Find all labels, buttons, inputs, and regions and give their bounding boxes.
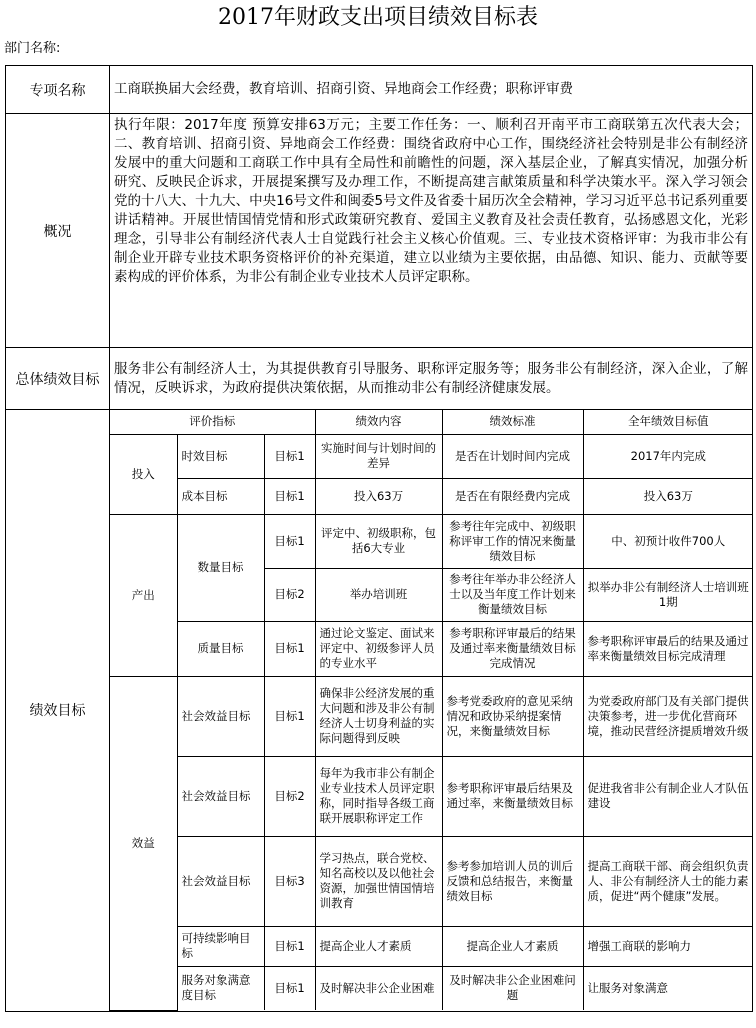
- sub-indicator: 质量目标: [177, 621, 264, 676]
- performance-content: 确保非公经济发展的重大问题和涉及非公有制经济人士切身利益的实际问题得到反映: [315, 676, 442, 756]
- target-label: 目标1: [264, 676, 315, 756]
- sub-indicator: 社会效益目标: [177, 676, 264, 756]
- performance-standard: 及时解决非公企业困难问题: [442, 966, 583, 1010]
- overview-label: 概况: [6, 114, 110, 348]
- performance-content: 通过论文鉴定、面试来评定中、初级参评人员的专业水平: [315, 621, 442, 676]
- table-row: [110, 514, 753, 568]
- table-row: [110, 836, 753, 926]
- performance-content: 举办培训班: [315, 568, 442, 621]
- target-label: 目标1: [264, 926, 315, 966]
- annual-target: 参考职称评审最后的结果及通过率来衡量绩效目标完成清理: [583, 621, 753, 676]
- header-indicator: 评价指标: [110, 410, 315, 434]
- performance-standard: 是否在计划时间内完成: [442, 434, 583, 478]
- project-name-value: 工商联换届大会经费，教育培训、招商引资、异地商会工作经费；职称评审费: [110, 66, 753, 114]
- table-row: [110, 621, 753, 676]
- page-title: 2017年财政支出项目绩效目标表: [218, 5, 538, 30]
- header-content: 绩效内容: [315, 410, 442, 434]
- annual-target: 拟举办非公有制经济人士培训班1期: [583, 568, 753, 621]
- sub-indicator: 时效目标: [177, 434, 264, 478]
- goals-label: 绩效目标: [6, 410, 110, 1012]
- performance-standard: 参考职称评审最后的结果及通过率来衡量绩效目标完成情况: [442, 621, 583, 676]
- sub-indicator: 数量目标: [177, 514, 264, 621]
- annual-target: 增强工商联的影响力: [583, 926, 753, 966]
- target-label: 目标2: [264, 756, 315, 836]
- target-label: 目标1: [264, 621, 315, 676]
- performance-standard: 参考往年举办非公经济人士以及当年度工作计划来衡量绩效目标: [442, 568, 583, 621]
- annual-target: 促进我省非公有制企业人才队伍建设: [583, 756, 753, 836]
- performance-standard: 是否在有限经费内完成: [442, 478, 583, 514]
- target-label: 目标1: [264, 434, 315, 478]
- annual-target: 让服务对象满意: [583, 966, 753, 1010]
- target-label: 目标1: [264, 514, 315, 568]
- performance-table: [5, 65, 753, 1012]
- category-output: 产出: [110, 514, 177, 676]
- performance-standard: 参考往年完成中、初级职称评审工作的情况来衡量绩效目标: [442, 514, 583, 568]
- performance-content: 投入63万: [315, 478, 442, 514]
- category-effect: 效益: [110, 676, 177, 1010]
- performance-content: 评定中、初级职称，包括6大专业: [315, 514, 442, 568]
- header-annual: 全年绩效目标值: [583, 410, 753, 434]
- target-label: 目标1: [264, 478, 315, 514]
- sub-indicator: 服务对象满意度目标: [177, 966, 264, 1010]
- performance-content: 学习热点，联合党校、知名高校以及以他社会资源，加强世情国情培训教育: [315, 836, 442, 926]
- sub-indicator: 社会效益目标: [177, 756, 264, 836]
- performance-content: 实施时间与计划时间的差异: [315, 434, 442, 478]
- target-label: 目标3: [264, 836, 315, 926]
- department-label: 部门名称:: [4, 41, 61, 56]
- performance-standard: 参考参加培训人员的训后反馈和总结报告，来衡量绩效目标: [442, 836, 583, 926]
- annual-target: 2017年内完成: [583, 434, 753, 478]
- annual-target: 为党委政府部门及有关部门提供决策参考，进一步优化营商环境，推动民营经济提质增效升级: [583, 676, 753, 756]
- annual-target: 投入63万: [583, 478, 753, 514]
- overview-value: 执行年限：2017年度 预算安排63万元；主要工作任务：一、顺利召开南平市工商联第五次代表大会；二、教育培训、招商引资、异地商会工作经费：围绕省政府中心工作，围绕经济社会特别是非公有制经济发展中的重大问题和工商联工作中具有全局性和前瞻性的问题，深入基层企业，了解真实情况，加强分析研究、反映民企诉求，开展提案撰写及办理工作，不断提高建言献策质量和科学决策水平。深入学习领会党的十八大、十九大、中央16号文件和闽委5号文件及省委十届历次全会精神，学习习近平总书记系列重要讲话精神。开展世情国情党情和形式政策研究教育、爱国主义教育及社会责任教育，弘扬感恩文化，光彩理念，引导非公有制经济代表人士自觉践行社会主义核心价值观。三、专业技术资格评审：为我市非公有制企业开辟专业技术职务资格评价的补充渠道，建立以业绩为主要依据，由品德、知识、能力、贡献等要素构成的评价体系，为非公有制企业专业技术人员评定职称。: [110, 114, 753, 348]
- performance-content: 及时解决非公企业困难: [315, 966, 442, 1010]
- table-row: [110, 926, 753, 966]
- category-input: 投入: [110, 434, 177, 514]
- performance-standard: 提高企业人才素质: [442, 926, 583, 966]
- table-row: [110, 966, 753, 1010]
- sub-indicator: 可持续影响目标: [177, 926, 264, 966]
- table-row: [110, 478, 753, 514]
- performance-standard: 参考党委政府的意见采纳情况和政协采纳提案情况，来衡量绩效目标: [442, 676, 583, 756]
- annual-target: 提高工商联干部、商会组织负责人、非公有制经济人士的能力素质，促进“两个健康”发展。: [583, 836, 753, 926]
- performance-content: 提高企业人才素质: [315, 926, 442, 966]
- table-row: [110, 434, 753, 478]
- overall-goal-label: 总体绩效目标: [6, 348, 110, 410]
- header-standard: 绩效标准: [442, 410, 583, 434]
- overall-goal-value: 服务非公有制经济人士，为其提供教育引导服务、职称评定服务等；服务非公有制经济，深入企业，了解情况，反映诉求，为政府提供决策依据，从而推动非公有制经济健康发展。: [110, 348, 753, 410]
- annual-target: 中、初预计收件700人: [583, 514, 753, 568]
- project-name-label: 专项名称: [6, 66, 110, 114]
- target-label: 目标2: [264, 568, 315, 621]
- table-row: [110, 676, 753, 756]
- performance-standard: 参考职称评审最后结果及通过率，来衡量绩效目标: [442, 756, 583, 836]
- sub-indicator: 成本目标: [177, 478, 264, 514]
- performance-content: 每年为我市非公有制企业专业技术人员评定职称，同时指导各级工商联开展职称评定工作: [315, 756, 442, 836]
- sub-indicator: 社会效益目标: [177, 836, 264, 926]
- table-row: [110, 756, 753, 836]
- target-label: 目标1: [264, 966, 315, 1010]
- goals-table: [110, 410, 753, 1011]
